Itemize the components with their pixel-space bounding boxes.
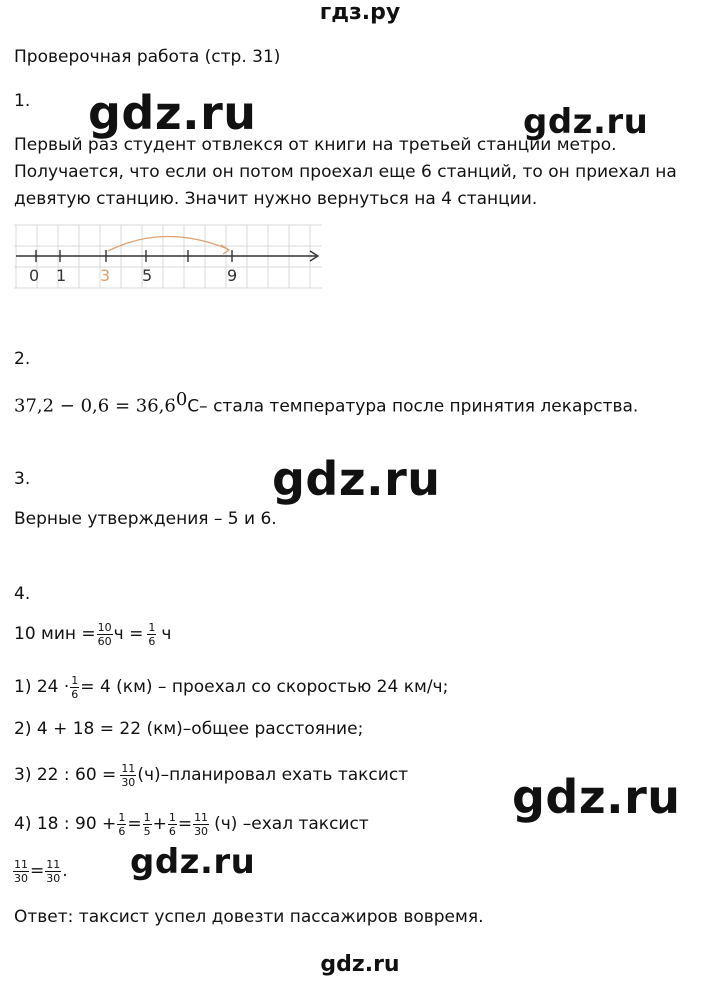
tick-label: 1 [56,266,67,285]
fraction: $\frac{1}{6}$ [168,811,176,838]
tick-label: 3 [100,266,111,285]
text-part: = 4 (км) – проехал со скоростью 24 км/ч; [80,677,449,697]
tick-label: 0 [29,266,40,285]
watermark: gdz.ru [88,86,257,140]
q4-line-3 [14,762,408,789]
q4-line-1 [14,674,448,701]
fraction: $\frac{11}{30}$ [14,858,28,885]
text-part: + [152,814,167,834]
fraction: $\frac{1}{5}$ [143,811,151,838]
fraction: $\frac{11}{30}$ [46,858,61,885]
text-part: = [127,814,142,834]
q1-line-1: Первый раз студент отвлекся от книги на третьей станции метро. [14,135,617,155]
text-part: = [30,861,45,881]
page-title: Проверочная работа (стр. 31) [14,47,281,67]
text-part: ч = [113,624,144,644]
q4-answer: Ответ: таксист успел довезти пассажиров вовремя. [14,907,484,927]
watermark: gdz.ru [512,770,681,824]
text-part: = [177,814,193,834]
fraction: $\frac{11}{30}$ [121,762,136,789]
q4-line-2: 2) 4 + 18 = 22 (км)–общее расстояние; [14,719,364,739]
question-number: 3. [14,469,31,489]
watermark: gdz.ru [523,102,649,142]
tick-label: 5 [142,266,153,285]
text-part: ч [161,624,172,644]
question-number: 1. [14,91,31,111]
number-line-figure [14,223,324,291]
q2-answer [14,386,638,421]
fraction: $\frac{1}{6}$ [71,674,79,701]
q1-line-2: Получается, что если он потом проехал еще 6 станций, то он приехал на [14,162,677,182]
q4-line-5 [12,858,68,885]
text-part: 10 мин = [14,624,96,644]
site-footer: gdz.ru [320,952,400,977]
q4-line-4 [14,811,369,838]
text-part: 1) 24 · [14,677,70,697]
fraction: $\frac{1}{6}$ [118,811,126,838]
watermark: gdz.ru [130,842,256,882]
q3-answer: Верные утверждения – 5 и 6. [14,509,277,529]
text-part: (ч)–планировал ехать таксист [137,765,409,785]
text-part: 3) 22 : 60 = [14,765,117,785]
fraction: $\frac{11}{30}$ [194,811,209,838]
fraction: $\frac{1}{6}$ [148,621,156,648]
text-part: (ч) –ехал таксист [214,814,369,834]
text-part: 4) 18 : 90 + [14,814,117,834]
text-part: . [62,861,68,881]
question-number: 4. [14,584,31,604]
jump-arc [108,236,228,251]
q4-line-0 [14,621,171,648]
q2-tail: C– стала температура после принятия лекарства. [187,396,639,417]
question-number: 2. [14,349,31,369]
site-header: гдз.ру [319,0,401,25]
tick-label: 9 [227,266,238,285]
q2-expression: 37,2 − 0,6 = 36,6 [14,395,176,417]
q1-line-3: девятую станцию. Значит нужно вернуться на 4 станции. [14,189,538,209]
fraction: $\frac{10}{60}$ [97,621,112,648]
degree-sup: 0 [175,389,188,410]
watermark: gdz.ru [272,452,441,506]
